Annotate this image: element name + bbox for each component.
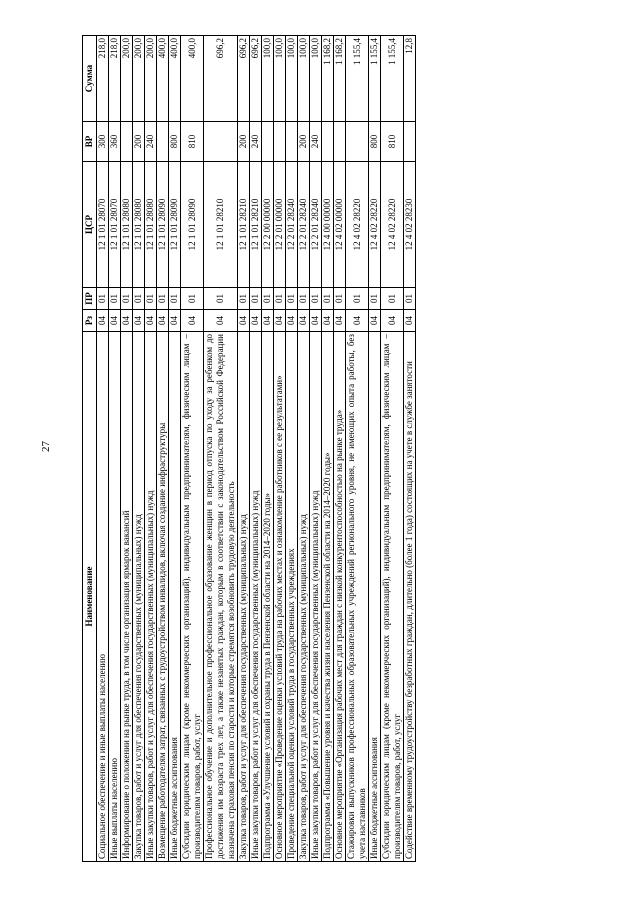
row-vr-cell: 200 [238,122,250,162]
header-sum: Сумма [83,36,97,122]
row-rz-cell: 04 [381,310,404,332]
table-row [404,36,416,862]
header-pr: ПР [83,288,97,310]
row-pr-cell: 01 [346,288,369,310]
row-vr-cell [262,122,274,162]
row-vr-cell [404,122,416,162]
row-rz-cell: 04 [133,310,145,332]
row-csr-cell: 12 2 00 00000 [262,162,274,288]
row-pr-cell: 01 [274,288,286,310]
row-vr-cell: 300 [97,122,109,162]
row-rz-cell: 04 [145,310,157,332]
row-pr-cell: 01 [334,288,346,310]
row-sum-cell: 200,0 [121,36,133,122]
table-header-row [83,36,97,862]
table-row [262,36,274,862]
table-row [109,36,121,862]
row-csr-cell: 12 1 01 28070 [109,162,121,288]
row-pr-cell: 01 [298,288,310,310]
row-sum-cell: 696,2 [250,36,262,122]
row-name-cell: Стажировки выпускников профессиональных образовательных учреждений регионального уровня, не имеющих опыта работы, без учета наставников [346,332,369,862]
row-name-cell: Иные закупки товаров, работ и услуг для обеспечения государственных (муниципальных) нужд [145,332,157,862]
row-csr-cell: 12 1 01 28090 [157,162,169,288]
row-rz-cell: 04 [298,310,310,332]
row-rz-cell: 04 [157,310,169,332]
row-csr-cell: 12 2 01 28240 [286,162,298,288]
table-row [121,36,133,862]
table-row [204,36,238,862]
row-rz-cell: 04 [322,310,334,332]
table-row [298,36,310,862]
row-csr-cell: 12 1 01 28080 [133,162,145,288]
header-csr: ЦСР [83,162,97,288]
row-sum-cell: 1 155,4 [369,36,381,122]
row-pr-cell: 01 [262,288,274,310]
row-sum-cell: 1 155,4 [346,36,369,122]
row-csr-cell: 12 4 02 28220 [346,162,369,288]
row-name-cell: Основное мероприятие «Проведение оценки условий труда на рабочих местах и ознакомление работников с ее результатами» [274,332,286,862]
row-sum-cell: 12,8 [404,36,416,122]
table-row [97,36,109,862]
row-sum-cell: 100,0 [298,36,310,122]
row-pr-cell: 01 [369,288,381,310]
row-pr-cell: 01 [169,288,181,310]
row-vr-cell [157,122,169,162]
row-vr-cell: 360 [109,122,121,162]
row-pr-cell: 01 [204,288,238,310]
row-rz-cell: 04 [404,310,416,332]
row-sum-cell: 400,0 [157,36,169,122]
row-pr-cell: 01 [286,288,298,310]
row-csr-cell: 12 4 02 28220 [381,162,404,288]
row-name-cell: Иные закупки товаров, работ и услуг для обеспечения государственных (муниципальных) нужд [310,332,322,862]
row-pr-cell: 01 [145,288,157,310]
row-name-cell: Иные бюджетные ассигнования [169,332,181,862]
row-rz-cell: 04 [262,310,274,332]
table-row [322,36,334,862]
row-sum-cell: 400,0 [169,36,181,122]
row-name-cell: Проведение специальной оценки условий труда в государственных учреждениях [286,332,298,862]
row-pr-cell: 01 [238,288,250,310]
row-vr-cell: 240 [250,122,262,162]
row-csr-cell: 12 4 00 00000 [322,162,334,288]
row-csr-cell: 12 4 02 28220 [369,162,381,288]
row-csr-cell: 12 1 01 28210 [250,162,262,288]
row-sum-cell: 696,2 [238,36,250,122]
table-row [169,36,181,862]
row-rz-cell: 04 [310,310,322,332]
table-row [274,36,286,862]
row-vr-cell: 800 [369,122,381,162]
row-rz-cell: 04 [238,310,250,332]
row-name-cell: Профессиональное обучение и дополнительное профессиональное образование женщин в период отпуска по уходу за ребенком до достижения им возраста трех лет, а также незанятых граждан, которым в соответствии с законодательством Российской Федерации назначена страховая пенсия по старости и которые стремятся возобновить трудовую деятельность [204,332,238,862]
row-vr-cell [346,122,369,162]
row-csr-cell: 12 2 01 00000 [274,162,286,288]
row-name-cell: Закупка товаров, работ и услуг для обеспечения государственных (муниципальных) нужд [133,332,145,862]
row-csr-cell: 12 1 01 28080 [121,162,133,288]
row-rz-cell: 04 [334,310,346,332]
row-vr-cell [322,122,334,162]
row-csr-cell: 12 1 01 28210 [238,162,250,288]
table-row [334,36,346,862]
row-pr-cell: 01 [310,288,322,310]
row-csr-cell: 12 1 01 28210 [204,162,238,288]
row-name-cell: Основное мероприятие «Организация рабочих мест для граждан с низкой конкурентоспособностью на рынке труда» [334,332,346,862]
row-rz-cell: 04 [286,310,298,332]
row-vr-cell: 200 [133,122,145,162]
header-rz: Рз [83,310,97,332]
row-rz-cell: 04 [181,310,204,332]
row-sum-cell: 1 168,2 [322,36,334,122]
row-vr-cell [204,122,238,162]
row-vr-cell [286,122,298,162]
row-vr-cell: 240 [310,122,322,162]
budget-table [82,35,416,862]
row-vr-cell: 200 [298,122,310,162]
row-name-cell: Субсидии юридическим лицам (кроме некоммерческих организаций), индивидуальным предпринимателям, физическим лицам – производителям товаров, работ, услуг [181,332,204,862]
row-name-cell: Возмещение работодателям затрат, связанных с трудоустройством инвалидов, включая создание инфраструктуры [157,332,169,862]
table-row [369,36,381,862]
row-vr-cell [334,122,346,162]
row-rz-cell: 04 [109,310,121,332]
row-pr-cell: 01 [381,288,404,310]
table-row [181,36,204,862]
row-rz-cell: 04 [250,310,262,332]
row-vr-cell: 240 [145,122,157,162]
row-rz-cell: 04 [204,310,238,332]
table-row [346,36,369,862]
row-pr-cell: 01 [121,288,133,310]
row-sum-cell: 100,0 [274,36,286,122]
row-rz-cell: 04 [346,310,369,332]
row-vr-cell [121,122,133,162]
row-sum-cell: 400,0 [181,36,204,122]
table-row [250,36,262,862]
row-vr-cell [274,122,286,162]
table-row [238,36,250,862]
rotated-budget-table-wrapper [82,36,416,862]
table-body [97,36,416,862]
row-pr-cell: 01 [250,288,262,310]
row-csr-cell: 12 2 01 28240 [298,162,310,288]
row-rz-cell: 04 [369,310,381,332]
row-name-cell: Социальное обеспечение и иные выплаты населению [97,332,109,862]
row-sum-cell: 100,0 [310,36,322,122]
row-name-cell: Подпрограмма «Улучшение условий и охраны труда в Пензенской области на 2014–2020 годы» [262,332,274,862]
row-csr-cell: 12 4 02 28230 [404,162,416,288]
row-sum-cell: 200,0 [145,36,157,122]
table-row [133,36,145,862]
row-vr-cell: 810 [381,122,404,162]
row-sum-cell: 218,0 [97,36,109,122]
row-name-cell: Иные выплаты населению [109,332,121,862]
row-sum-cell: 1 168,2 [334,36,346,122]
header-vr: ВР [83,122,97,162]
row-pr-cell: 01 [109,288,121,310]
row-sum-cell: 1 155,4 [381,36,404,122]
row-pr-cell: 01 [97,288,109,310]
row-csr-cell: 12 1 01 28070 [97,162,109,288]
row-csr-cell: 12 1 01 28090 [169,162,181,288]
page-number: 27 [40,441,52,452]
row-csr-cell: 12 1 01 28080 [145,162,157,288]
row-pr-cell: 01 [157,288,169,310]
table-row [157,36,169,862]
row-sum-cell: 100,0 [286,36,298,122]
row-rz-cell: 04 [274,310,286,332]
row-sum-cell: 696,2 [204,36,238,122]
row-pr-cell: 01 [322,288,334,310]
row-name-cell: Субсидии юридическим лицам (кроме некоммерческих организаций), индивидуальным предпринимателям, физическим лицам – производителям товаров, работ, услуг [381,332,404,862]
row-vr-cell: 810 [181,122,204,162]
row-pr-cell: 01 [181,288,204,310]
table-row [145,36,157,862]
row-name-cell: Закупка товаров, работ и услуг для обеспечения государственных (муниципальных) нужд [298,332,310,862]
row-pr-cell: 01 [404,288,416,310]
row-name-cell: Содействие временному трудоустройству безработных граждан, длительно (более 1 года) состоящих на учете в службе занятости [404,332,416,862]
row-vr-cell: 800 [169,122,181,162]
row-name-cell: Иные бюджетные ассигнования [369,332,381,862]
row-name-cell: Подпрограмма «Повышение уровня и качества жизни населения Пензенской области на 2014–2020 годы» [322,332,334,862]
table-row [286,36,298,862]
table-row [381,36,404,862]
row-name-cell: Информирование о положении на рынке труда, в том числе организация ярмарок вакансий [121,332,133,862]
row-sum-cell: 200,0 [133,36,145,122]
row-rz-cell: 04 [97,310,109,332]
row-name-cell: Иные закупки товаров, работ и услуг для обеспечения государственных (муниципальных) нужд [250,332,262,862]
row-sum-cell: 218,0 [109,36,121,122]
row-name-cell: Закупка товаров, работ и услуг для обеспечения государственных (муниципальных) нужд [238,332,250,862]
row-rz-cell: 04 [121,310,133,332]
row-pr-cell: 01 [133,288,145,310]
row-csr-cell: 12 2 01 28240 [310,162,322,288]
row-csr-cell: 12 1 01 28090 [181,162,204,288]
row-csr-cell: 12 4 02 00000 [334,162,346,288]
row-rz-cell: 04 [169,310,181,332]
row-sum-cell: 100,0 [262,36,274,122]
table-row [310,36,322,862]
header-name: Наименование [83,332,97,862]
